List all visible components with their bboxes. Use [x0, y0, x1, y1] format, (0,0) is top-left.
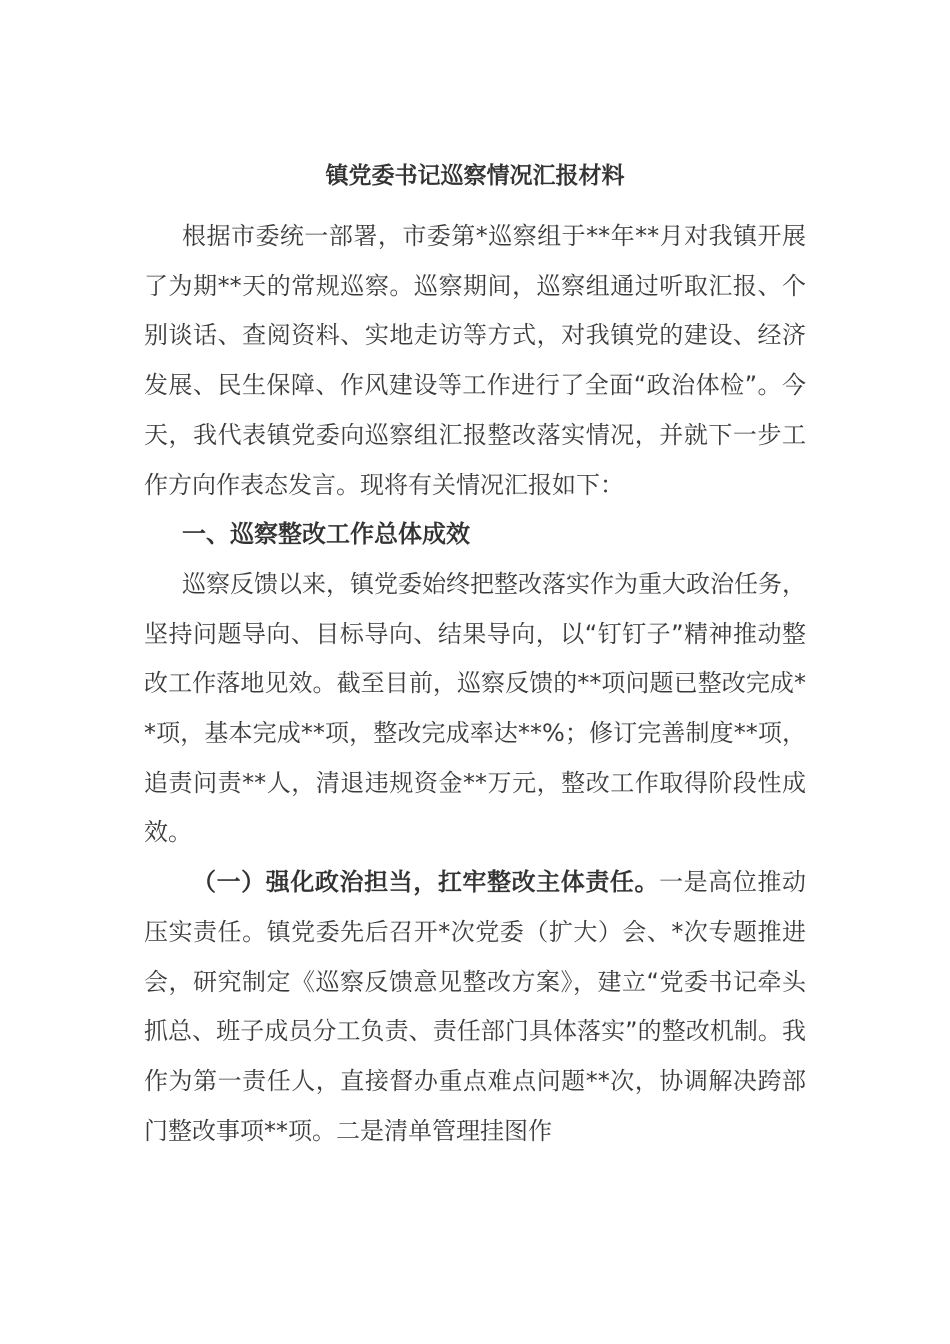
subsection-1-text: 一是高位推动压实责任。镇党委先后召开*次党委（扩大）会、*次专题推进会，研究制定《巡察反馈意见整改方案》，建立“党委书记牵头抓总、班子成员分工负责、责任部门具体落实”的整改机制。我作为第一责任人，直接督办重点难点问题**次，协调解决跨部门整改事项**项。二是清单管理挂图作	[144, 868, 807, 1145]
subsection-heading-1: （一）强化政治担当，扛牢整改主体责任。	[192, 868, 660, 897]
document-title: 镇党委书记巡察情况汇报材料	[325, 163, 625, 189]
document-body	[144, 212, 806, 1156]
intro-paragraph: 根据市委统一部署，市委第*巡察组于**年**月对我镇开展了为期**天的常规巡察。巡察期间，巡察组通过听取汇报、个别谈话、查阅资料、实地走访等方式，对我镇党的建设、经济发展、民生保障、作风建设等工作进行了全面“政治体检”。今天，我代表镇党委向巡察组汇报整改落实情况，并就下一步工作方向作表态发言。现将有关情况汇报如下：	[144, 222, 806, 499]
subsection-1-paragraph	[144, 858, 806, 1156]
section-heading-1: 一、巡察整改工作总体成效	[182, 520, 470, 549]
section-1-paragraph: 巡察反馈以来，镇党委始终把整改落实作为重大政治任务，坚持问题导向、目标导向、结果导向，以“钉钉子”精神推动整改工作落地见效。截至目前，巡察反馈的**项问题已整改完成**项，基本完成**项，整改完成率达**%；修订完善制度**项，追责问责**人，清退违规资金**万元，整改工作取得阶段性成效。	[144, 569, 806, 847]
